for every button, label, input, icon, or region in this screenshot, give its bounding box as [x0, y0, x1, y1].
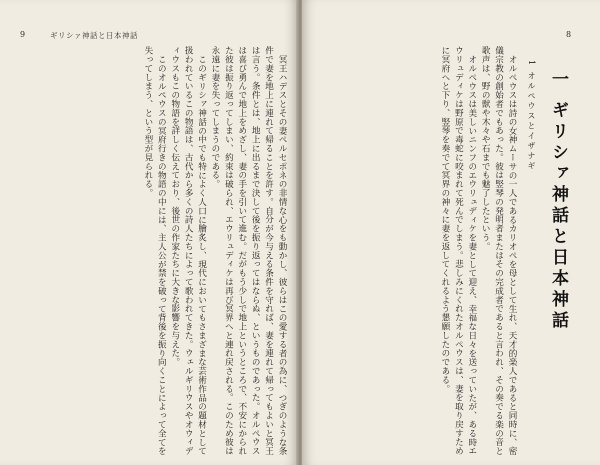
page-number: 9 [20, 30, 26, 39]
paragraph: 冥王ハデスとその妻ペルセポネの非情な心をも動かし、彼らはこの愛する者の為に、つぎのような条件で妻を地上に連れて帰ることを許す。自分が今与える条件を守れば、妻を連れて帰ってもよいと冥王は言う。条件とは、地上に出るまで決して後を振り返ってはならぬ、というものであった。オルペウスは喜び勇んで地上をめざし、妻の手を引いて進む。だがもう少しで地上というところで、不安にかられた彼は振り返ってしまい、約束は破られ、エウリュディケは再び冥界へと連れ戻される。このため彼は永遠に妻を失ってしまうのである。 [209, 46, 287, 456]
body-text [16, 46, 288, 456]
paragraph: このギリシァ神話の中でも特によく人口に膾炙し、現代においてもさまざまな芸術作品の題材として扱われているこの物語は、古代から多くの詩人たちによって歌われてきた。ウェルギリウスやオウィディウスもこの物語を詳しく伝えており、後世の作家たちに大きな影響を与えた。 [169, 46, 207, 456]
page-number: 8 [566, 30, 572, 39]
section-title: 1 オルペウスとイザナギ [527, 60, 536, 172]
paragraph: オルペウスは詩の女神ムーサの一人であるカリオペを母として生れ、天才的楽人であると同時に、密儀宗教の創始者でもあった。彼は竪琴の発明者またはその完成者であると言われ、その奏でる楽の音と歌声は、野の獣や木々や石までも魅了したという。 [480, 46, 517, 456]
paragraph: このオルペウスの冥府行きの物語の中には、主人公が禁を破って背後を振り向くことによって全てを失ってしまう、という型が見られる。 [142, 46, 167, 456]
left-page [0, 0, 298, 465]
body-text [314, 46, 518, 456]
right-page [302, 0, 600, 465]
paragraph: オルペウスは美しいニンフのエウリュディケを妻として迎え、幸福な日々を送っていたが、ある時エウリュディケは野原で毒蛇に咬まれて死んでしまう。悲しみにくれたオルペウスは、妻を取り戻すために冥府へと下り、竪琴を奏でて冥界の神々に妻を返してくれるよう懇願したのである。 [439, 46, 477, 456]
chapter-title: 一 ギリシァ神話と日本神話 [548, 70, 568, 332]
running-head: ギリシァ神話と日本神話 [50, 31, 138, 40]
